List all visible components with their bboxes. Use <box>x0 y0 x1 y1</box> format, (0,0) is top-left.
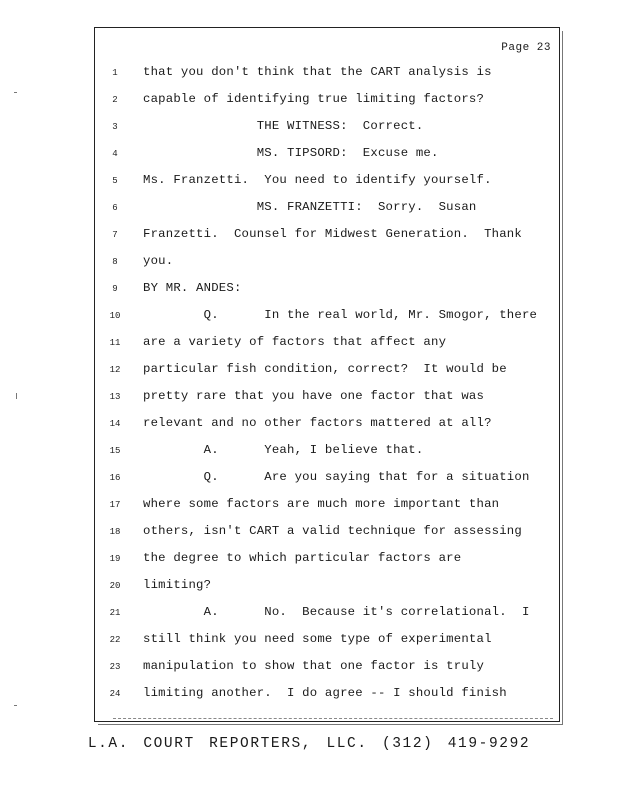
line-text: BY MR. ANDES: <box>143 281 242 295</box>
transcript-line <box>95 416 559 436</box>
transcript-line <box>95 578 559 598</box>
line-number: 19 <box>109 554 121 564</box>
reporter-footer: L.A. COURT REPORTERS, LLC. (312) 419-9292 <box>87 736 531 752</box>
line-number: 16 <box>109 473 121 483</box>
line-number: 3 <box>112 122 118 132</box>
line-text: Q. In the real world, Mr. Smogor, there <box>143 308 538 322</box>
line-text: Franzetti. Counsel for Midwest Generation. Thank <box>143 227 522 241</box>
line-number: 22 <box>109 635 121 645</box>
line-number: 1 <box>112 68 118 78</box>
line-text: A. Yeah, I believe that. <box>143 443 424 457</box>
line-text: manipulation to show that one factor is truly <box>143 659 485 673</box>
line-text: relevant and no other factors mattered at all? <box>143 416 492 430</box>
line-text: still think you need some type of experimental <box>143 632 492 646</box>
line-number: 18 <box>109 527 121 537</box>
transcript-line <box>95 308 559 328</box>
bottom-margin-ticks <box>113 714 553 719</box>
line-number: 9 <box>112 284 118 294</box>
transcript-line <box>95 632 559 652</box>
line-text: particular fish condition, correct? It would be <box>143 362 507 376</box>
line-text: Q. Are you saying that for a situation <box>143 470 530 484</box>
line-number: 2 <box>112 95 118 105</box>
scan-speck <box>14 705 17 706</box>
line-text: pretty rare that you have one factor that was <box>143 389 485 403</box>
transcript-line <box>95 200 559 220</box>
transcript-line <box>95 443 559 463</box>
page-number: Page 23 <box>501 42 551 54</box>
transcript-line <box>95 497 559 517</box>
transcript-line <box>95 551 559 571</box>
line-text: that you don't think that the CART analysis is <box>143 65 492 79</box>
line-number: 7 <box>112 230 118 240</box>
line-text: the degree to which particular factors are <box>143 551 462 565</box>
line-number: 12 <box>109 365 121 375</box>
line-text: Ms. Franzetti. You need to identify yourself. <box>143 173 492 187</box>
scan-speck <box>16 393 17 399</box>
line-number: 6 <box>112 203 118 213</box>
line-number: 4 <box>112 149 118 159</box>
line-text: others, isn't CART a valid technique for assessing <box>143 524 522 538</box>
scan-speck <box>14 92 17 93</box>
line-number: 5 <box>112 176 118 186</box>
line-text: capable of identifying true limiting factors? <box>143 92 485 106</box>
transcript-line <box>95 119 559 139</box>
line-number: 17 <box>109 500 121 510</box>
line-text: limiting? <box>143 578 212 592</box>
line-number: 21 <box>109 608 121 618</box>
transcript-line <box>95 146 559 166</box>
transcript-line <box>95 65 559 85</box>
transcript-line <box>95 524 559 544</box>
line-text: THE WITNESS: Correct. <box>143 119 424 133</box>
line-number: 14 <box>109 419 121 429</box>
line-text: are a variety of factors that affect any <box>143 335 447 349</box>
line-number: 20 <box>109 581 121 591</box>
transcript-line <box>95 362 559 382</box>
transcript-line <box>95 389 559 409</box>
line-text: limiting another. I do agree -- I should finish <box>143 686 507 700</box>
line-text: MS. TIPSORD: Excuse me. <box>143 146 439 160</box>
line-text: A. No. Because it's correlational. I <box>143 605 530 619</box>
transcript-line <box>95 281 559 301</box>
line-text: you. <box>143 254 174 268</box>
transcript-line <box>95 686 559 706</box>
transcript-page <box>94 27 560 722</box>
line-number: 13 <box>109 392 121 402</box>
transcript-line <box>95 659 559 679</box>
transcript-line <box>95 605 559 625</box>
line-text: where some factors are much more important than <box>143 497 500 511</box>
line-number: 8 <box>112 257 118 267</box>
line-number: 15 <box>109 446 121 456</box>
transcript-line <box>95 227 559 247</box>
transcript-line <box>95 92 559 112</box>
transcript-line <box>95 470 559 490</box>
line-number: 23 <box>109 662 121 672</box>
line-number: 24 <box>109 689 121 699</box>
line-text: MS. FRANZETTI: Sorry. Susan <box>143 200 477 214</box>
line-number: 11 <box>109 338 121 348</box>
transcript-line <box>95 254 559 274</box>
transcript-line <box>95 335 559 355</box>
line-number: 10 <box>109 311 121 321</box>
transcript-line <box>95 173 559 193</box>
